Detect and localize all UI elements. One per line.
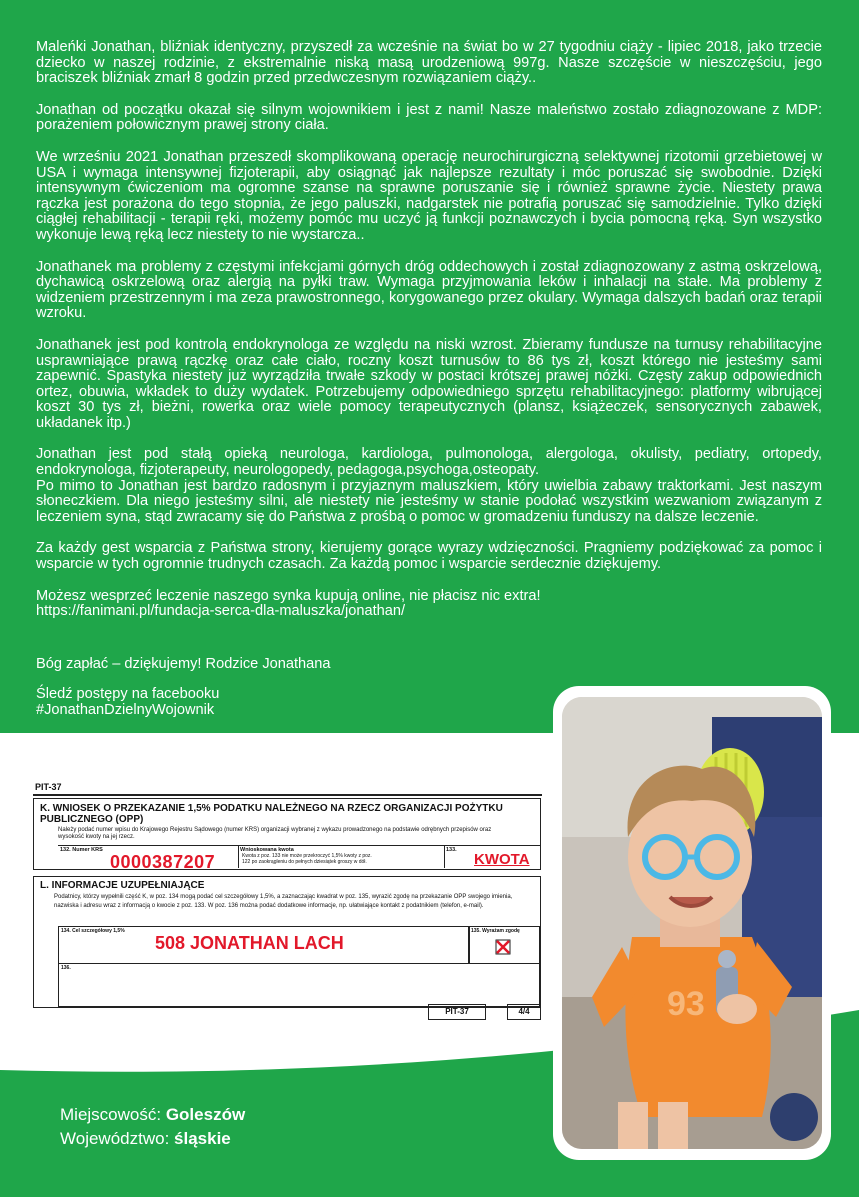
form-footer-id: PIT-37	[428, 1004, 486, 1020]
info-field[interactable]	[58, 963, 540, 1007]
form-top-line	[33, 782, 542, 796]
child-photo	[562, 697, 822, 1149]
region-row	[60, 1127, 245, 1151]
section-k	[33, 798, 541, 870]
parents-signature: Bóg zapłać – dziękujemy! Rodzice Jonathana	[36, 656, 331, 672]
krs-number: 0000387207	[110, 852, 216, 872]
story-paragraph-thanks: Za każdy gest wsparcia z Państwa strony, kierujemy gorące wyrazy wdzięczności. Pragniemy podziękować za pomoc i wsparcie w tych ogromnie trudnych czasach. Za każdą pomoc i wsparcie serdecznie dziękujemy.	[36, 540, 822, 573]
krs-field[interactable]	[58, 845, 239, 872]
story-paragraph-health: Jonathanek ma problemy z częstymi infekcjami górnych dróg oddechowych i został zdiagnozowany z astmą oskrzelową, dychawicą oskrzelową oraz alergią na pyłki traw. Wymaga przyjmowania leków i inhalacji na stałe. Ma problemy z widzeniem przestrzennym i ma zeza prawostronnego, korygowanego przez okulary. Wymaga dalszych badań oraz terapii wzroku.	[36, 258, 822, 322]
pit-form	[33, 782, 542, 1022]
section-k-heading: K. WNIOSEK O PRZEKAZANIE 1,5% PODATKU NALEŻNEGO NA RZECZ ORGANIZACJI POŻYTKU PUBLICZNEGO (OPP)	[40, 803, 503, 825]
section-l	[33, 876, 541, 1008]
zgoda-field[interactable]	[468, 926, 540, 964]
city-label: Miejscowość:	[60, 1105, 162, 1124]
form-page-number: 4/4	[507, 1004, 541, 1020]
section-l-heading: L. INFORMACJE UZUPEŁNIAJĄCE	[40, 880, 205, 891]
story-paragraph-appeal: Po mimo to Jonathan jest bardzo radosnym i przyjaznym maluszkiem, który uwielbia zabawy traktorkami. Jest naszym słoneczkiem. Dla niego jesteśmy silni, ale niestety nie jesteśmy w stanie podołać wszystkim wezwaniom związanym z leczeniem syna, stąd zwracamy się do Państwa z prośbą o pomoc w gromadzeniu funduszy na dalsze leczenie.	[36, 477, 822, 525]
section-l-instructions: Podatnicy, którzy wypełnili część K, w poz. 134 mogą podać cel szczegółowy 1,5%, a zaznaczając kwadrat w poz. 135, wyrazić zgodę na przekazanie OPP swojego imienia, nazwiska i adresu wraz z informacją o kwocie z poz. 133. W poz. 136 można podać dodatkowe informacje, np. ułatwiające kontakt z podatnikiem (telefon, e-mail).	[54, 894, 513, 909]
fanimani-link[interactable]: https://fanimani.pl/fundacja-serca-dla-maluszka/jonathan/	[36, 603, 406, 620]
form-id: PIT-37	[35, 782, 62, 792]
facebook-follow	[36, 686, 219, 718]
facebook-hashtag[interactable]: #JonathanDzielnyWojownik	[36, 702, 215, 718]
location-info	[60, 1103, 245, 1151]
cel-field[interactable]	[58, 926, 470, 964]
story-paragraph-surgery: We wrześniu 2021 Jonathan przeszedł skomplikowaną operację neurochirurgiczną selektywnej rizotomii grzebietowej w USA i wymaga intensywnej fizjoterapii, aby osiągnąć jak najlepsze rezultaty i móc poruszać się swobodnie. Dzięki intensywnym ćwiczeniom ma ogromne szanse na sprawne poruszanie się i również sprawne życie. Niestety prawa rączka jest porażona do tego stopnia, że jego paluszki, nadgarstek nie potrafią poruszać się samodzielnie. Tylko dzięki ciągłej rehabilitacji - terapii ręki, możemy pomóc mu uczyć ją funkcji poznawczych i bycia pomocną ręką. Syn wszystko wykonuje lewą ręką lecz niestety to nie wystarcza..	[36, 148, 822, 243]
kwota-number: 133.	[446, 847, 457, 853]
facebook-follow-text: Śledź postępy na facebooku	[36, 686, 220, 702]
section-k-instructions: Należy podać numer wpisu do Krajowego Rejestru Sądowego (numer KRS) organizacji wybranej z wykazu prowadzonego na podstawie odrębnych przepisów oraz wysokość kwoty na jej rzecz.	[58, 827, 492, 840]
krs-label: 132. Numer KRS	[60, 847, 103, 853]
story-paragraph-support: Możesz wesprzeć leczenie naszego synka kupują online, nie płacisz nic extra!	[36, 587, 541, 604]
story-text	[36, 40, 822, 636]
svg-text:93: 93	[667, 985, 705, 1023]
cel-label: 134. Cel szczegółowy 1,5%	[61, 928, 125, 934]
story-paragraph-diagnosis: Jonathan od początku okazał się silnym wojownikiem i jest z nami! Nasze maleństwo zostało zdiagnozowane z MDP: porażeniem połowicznym prawej strony ciała.	[36, 101, 822, 134]
region-value: śląskie	[174, 1129, 231, 1148]
story-paragraph-birth: Maleńki Jonathan, bliźniak identyczny, przyszedł za wcześnie na świat bo w 27 tygodniu ciąży - lipiec 2018, jako trzecie dziecko w naszej rodzinie, z ekstremalnie niską masą urodzeniową 997g. Nasze szczęście w nieszczęściu, jego braciszek bliźniak zmarł 8 godzin przed przedwczesnym rozwiązaniem ciąży..	[36, 39, 822, 87]
zgoda-label: 135. Wyrażam zgodę	[471, 928, 520, 934]
kwota-note-field	[238, 845, 445, 868]
city-value: Goleszów	[165, 1105, 246, 1124]
cel-value: 508 JONATHAN LACH	[155, 933, 344, 953]
story-paragraph-care: Jonathan jest pod stałą opieką neurologa, kardiologa, pulmonologa, alergologa, okulisty, pediatry, ortopedy, endokrynologa, fizjoterapeuty, neurologopedy, pedagoga,psychoga,osteopaty.	[36, 446, 822, 479]
info-label: 136.	[61, 965, 71, 971]
kwota-value: KWOTA	[474, 851, 530, 868]
region-label: Województwo:	[60, 1129, 170, 1148]
zgoda-checkmark-icon	[495, 939, 511, 955]
kwota-note: Kwota z poz. 133 nie może przekroczyć 1,5% kwoty z poz. 122 po zaokrągleniu do pełnych dziesiątek groszy w dół.	[242, 853, 372, 865]
city-row	[60, 1103, 245, 1127]
kwota-label: Wnioskowana kwota	[240, 847, 294, 853]
kwota-field[interactable]	[444, 845, 540, 868]
story-paragraph-needs: Jonathanek jest pod kontrolą endokrynologa ze względu na niski wzrost. Zbieramy fundusze na turnusy rehabilitacyjne usprawniające prawą rączkę oraz całe ciało, roczny koszt turnusów to 86 tys zł, koszt którego nie jesteśmy sami zapewnić. Spastyka niestety już wyrządziła trwałe szkody w postaci krótszej prawej nóżki. Częsty zakup odpowiednich ortez, obuwia, wkładek to duży wydatek. Potrzebujemy odpowiedniego sprzętu rehabilitacyjnego: platformy wibrującej koszt 30 tys zł, bieżni, rowerka oraz wiele pomocy terapeutycznych (plansz, książeczek, sensorycznych zabawek, układanek itp.)	[36, 336, 822, 431]
